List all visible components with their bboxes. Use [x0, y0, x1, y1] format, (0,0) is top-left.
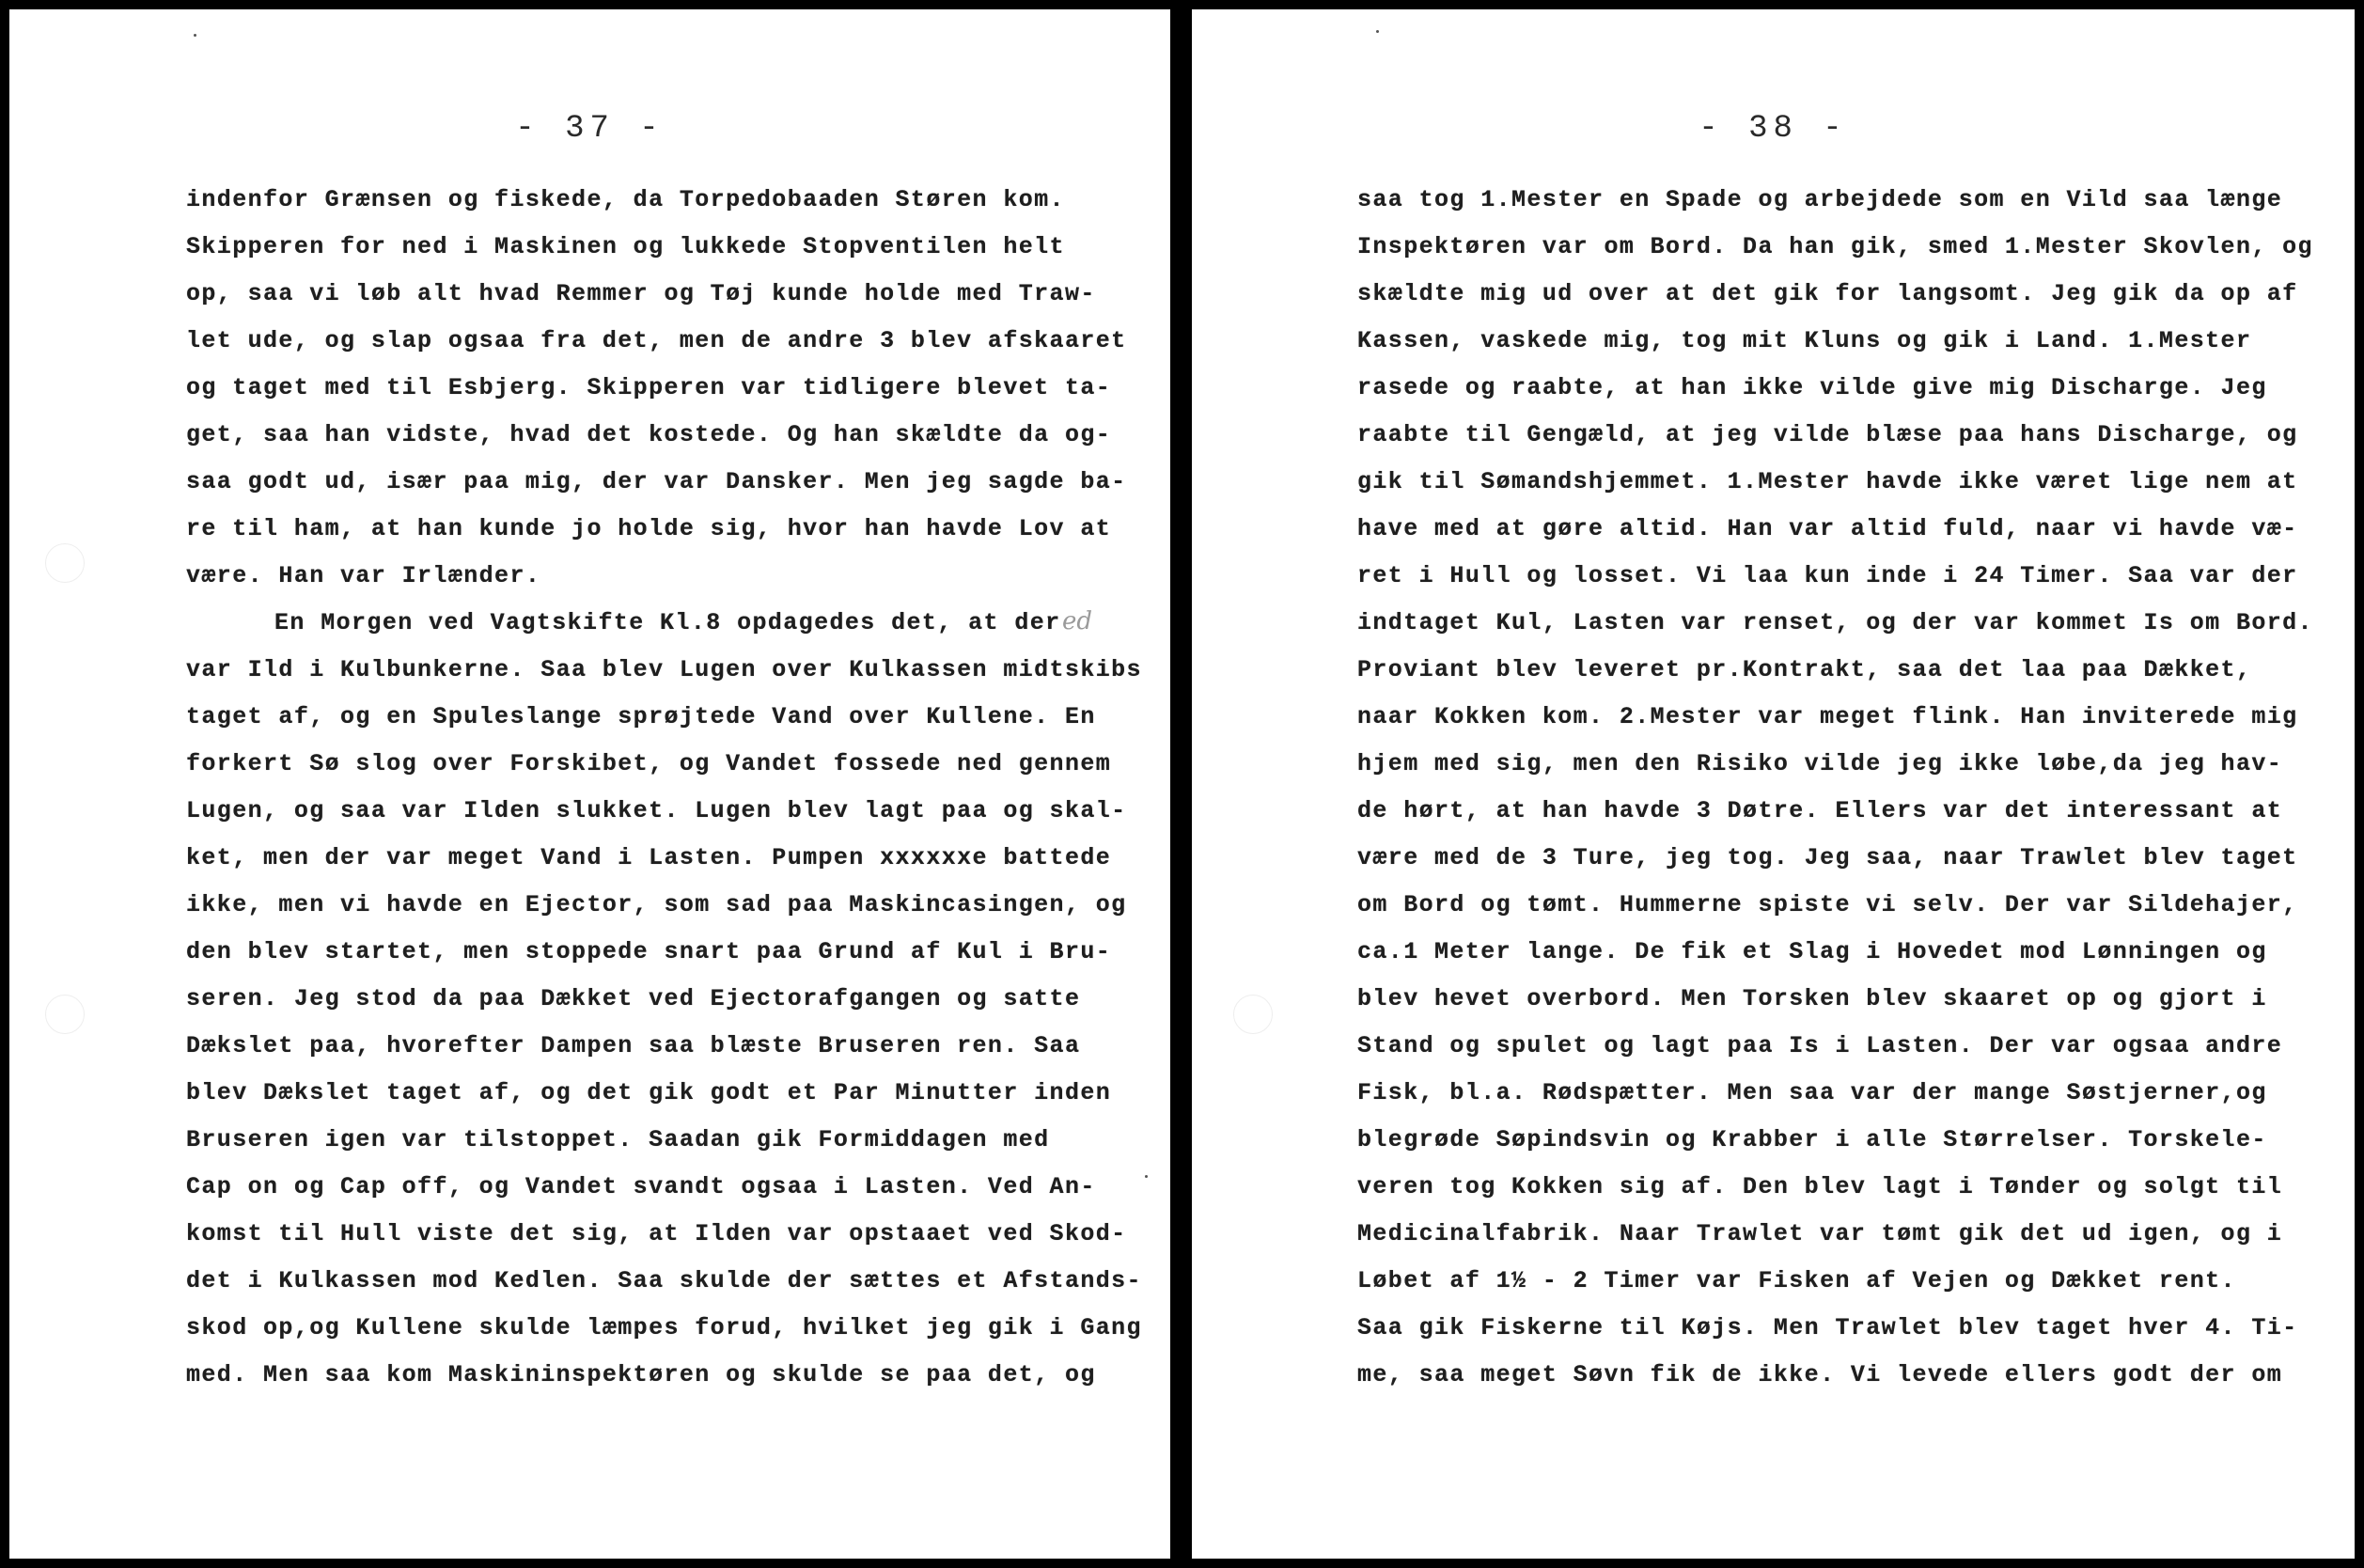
text-line: veren tog Kokken sig af. Den blev lagt i Tønder og solgt til [1357, 1173, 2283, 1200]
text-line: Dækslet paa, hvorefter Dampen saa blæste Bruseren ren. Saa [186, 1032, 1081, 1059]
text-line: naar Kokken kom. 2.Mester var meget flink. Han inviterede mig [1357, 703, 2298, 730]
text-line: indenfor Grænsen og fiskede, da Torpedobaaden Støren kom. [186, 186, 1065, 213]
text-line: Saa gik Fiskerne til Køjs. Men Trawlet blev taget hver 4. Ti- [1357, 1314, 2298, 1341]
text-line: blegrøde Søpindsvin og Krabber i alle Størrelser. Torskele- [1357, 1126, 2267, 1153]
page-body [186, 177, 1142, 1399]
right-page [1192, 9, 2355, 1559]
text-line: være. Han var Irlænder. [186, 562, 541, 589]
page-number: - 38 - [1699, 111, 1848, 147]
text-line: me, saa meget Søvn fik de ikke. Vi levede ellers godt der om [1357, 1361, 2283, 1388]
text-line: var Ild i Kulbunkerne. Saa blev Lugen over Kulkassen midtskibs [186, 656, 1142, 683]
text-line: ret i Hull og losset. Vi laa kun inde i 24 Timer. Saa var der [1357, 562, 2298, 589]
text-line: om Bord og tømt. Hummerne spiste vi selv. Der var Sildehajer, [1357, 891, 2298, 918]
text-line: med. Men saa kom Maskininspektøren og skulde se paa det, og [186, 1361, 1096, 1388]
scan-speck [1145, 1175, 1148, 1178]
punch-hole-mark [45, 543, 85, 583]
text-line: være med de 3 Ture, jeg tog. Jeg saa, naar Trawlet blev taget [1357, 844, 2298, 871]
text-line: saa tog 1.Mester en Spade og arbejdede som en Vild saa længe [1357, 186, 2283, 213]
scan-speck [194, 34, 196, 37]
text-line: forkert Sø slog over Forskibet, og Vandet fossede ned gennem [186, 750, 1112, 777]
text-line: Bruseren igen var tilstoppet. Saadan gik Formiddagen med [186, 1126, 1050, 1153]
text-line: ikke, men vi havde en Ejector, som sad paa Maskincasingen, og [186, 891, 1127, 918]
scan-speck [1376, 30, 1379, 33]
punch-hole-mark [45, 995, 85, 1034]
text-line: den blev startet, men stoppede snart paa Grund af Kul i Bru- [186, 938, 1112, 965]
text-line: Kassen, vaskede mig, tog mit Kluns og gik i Land. 1.Mester [1357, 327, 2252, 354]
text-line: seren. Jeg stod da paa Dækket ved Ejectorafgangen og satte [186, 985, 1081, 1012]
text-line: Lugen, og saa var Ilden slukket. Lugen blev lagt paa og skal- [186, 797, 1127, 824]
text-line: raabte til Gengæld, at jeg vilde blæse paa hans Discharge, og [1357, 421, 2298, 448]
text-line: rasede og raabte, at han ikke vilde give mig Discharge. Jeg [1357, 374, 2267, 401]
text-line: En Morgen ved Vagtskifte Kl.8 opdagedes det, at der [274, 609, 1061, 636]
text-line: indtaget Kul, Lasten var renset, og der var kommet Is om Bord. [1357, 609, 2313, 636]
text-line: have med at gøre altid. Han var altid fuld, naar vi havde væ- [1357, 515, 2298, 542]
text-line: Løbet af 1½ - 2 Timer var Fisken af Vejen og Dækket rent. [1357, 1267, 2236, 1294]
text-line: det i Kulkassen mod Kedlen. Saa skulde der sættes et Afstands- [186, 1267, 1142, 1294]
text-line: Proviant blev leveret pr.Kontrakt, saa det laa paa Dækket, [1357, 656, 2252, 683]
text-line: op, saa vi løb alt hvad Remmer og Tøj kunde holde med Traw- [186, 280, 1096, 307]
text-line: gik til Sømandshjemmet. 1.Mester havde ikke været lige nem at [1357, 468, 2298, 495]
left-page [9, 9, 1170, 1559]
text-line: Medicinalfabrik. Naar Trawlet var tømt gik det ud igen, og i [1357, 1220, 2283, 1247]
text-line: de hørt, at han havde 3 Døtre. Ellers var det interessant at [1357, 797, 2283, 824]
page-body [1357, 177, 2313, 1399]
page-number: - 37 - [515, 111, 665, 147]
text-line: blev hevet overbord. Men Torsken blev skaaret op og gjort i [1357, 985, 2267, 1012]
text-line: blev Dækslet taget af, og det gik godt et Par Minutter inden [186, 1079, 1112, 1106]
text-line: skældte mig ud over at det gik for langsomt. Jeg gik da op af [1357, 280, 2298, 307]
margin-annotation: ed [1062, 607, 1093, 635]
text-line: ca.1 Meter lange. De fik et Slag i Hovedet mod Lønningen og [1357, 938, 2267, 965]
text-line: komst til Hull viste det sig, at Ilden var opstaaet ved Skod- [186, 1220, 1127, 1247]
text-line: ket, men der var meget Vand i Lasten. Pumpen xxxxxxe battede [186, 844, 1112, 871]
text-line: get, saa han vidste, hvad det kostede. Og han skældte da og- [186, 421, 1112, 448]
text-line: skod op,og Kullene skulde læmpes forud, hvilket jeg gik i Gang [186, 1314, 1142, 1341]
text-line: Cap on og Cap off, og Vandet svandt ogsaa i Lasten. Ved An- [186, 1173, 1096, 1200]
text-line: Skipperen for ned i Maskinen og lukkede Stopventilen helt [186, 233, 1065, 260]
text-line: Inspektøren var om Bord. Da han gik, smed 1.Mester Skovlen, og [1357, 233, 2313, 260]
punch-hole-mark [1233, 995, 1273, 1034]
text-line: og taget med til Esbjerg. Skipperen var tidligere blevet ta- [186, 374, 1112, 401]
text-line: Fisk, bl.a. Rødspætter. Men saa var der mange Søstjerner,og [1357, 1079, 2267, 1106]
text-line: hjem med sig, men den Risiko vilde jeg ikke løbe,da jeg hav- [1357, 750, 2283, 777]
text-line: let ude, og slap ogsaa fra det, men de andre 3 blev afskaaret [186, 327, 1127, 354]
text-line: taget af, og en Spuleslange sprøjtede Vand over Kullene. En [186, 703, 1096, 730]
text-line: re til ham, at han kunde jo holde sig, hvor han havde Lov at [186, 515, 1112, 542]
text-line: Stand og spulet og lagt paa Is i Lasten. Der var ogsaa andre [1357, 1032, 2283, 1059]
text-line: saa godt ud, især paa mig, der var Dansker. Men jeg sagde ba- [186, 468, 1127, 495]
